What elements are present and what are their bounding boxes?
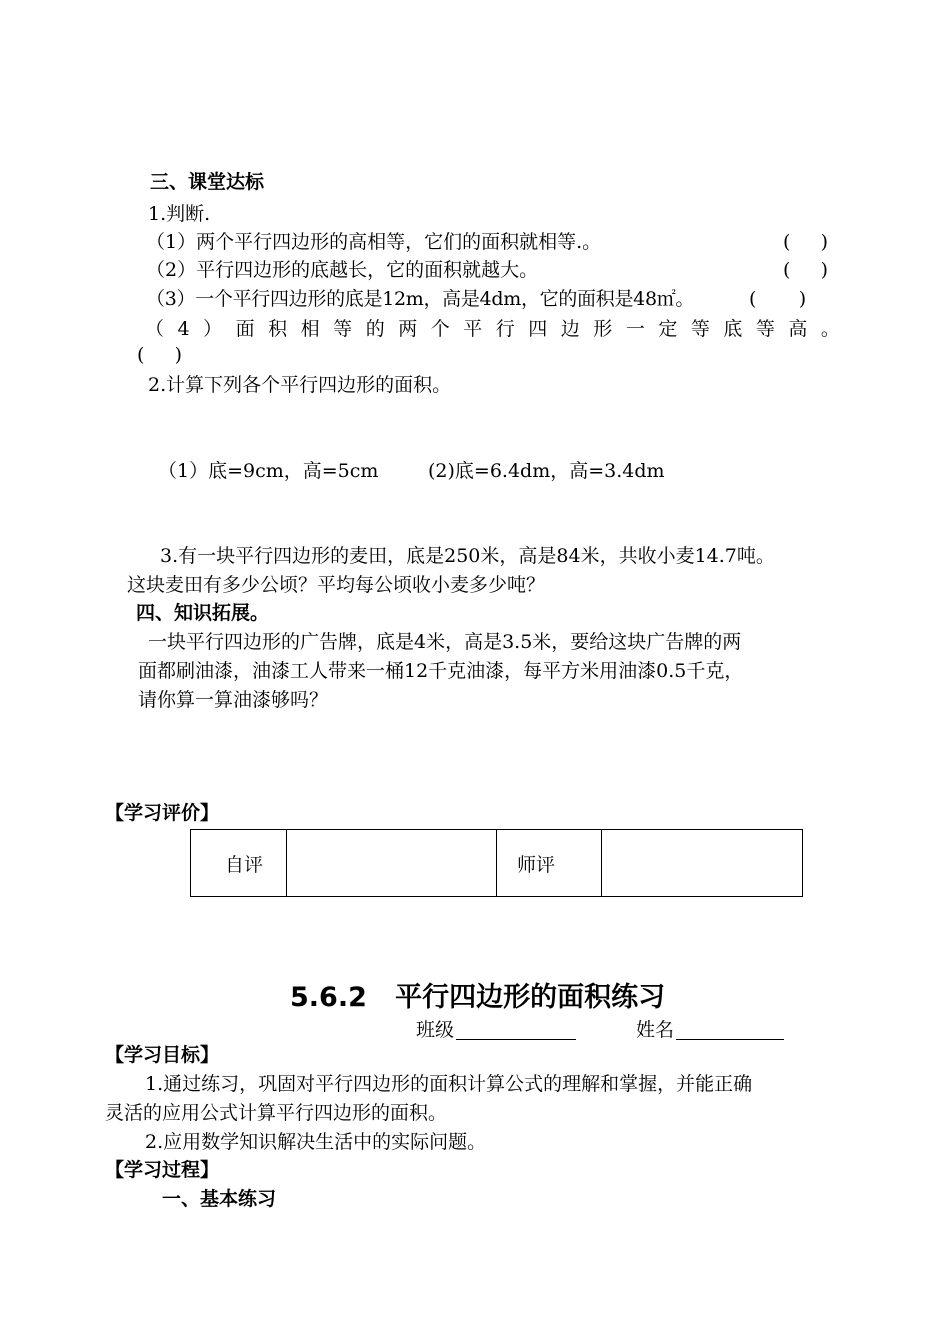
judgement-4-char: （ bbox=[145, 318, 165, 340]
name-label: 姓名 bbox=[636, 1019, 675, 1041]
judgement-4-text bbox=[145, 320, 840, 339]
extension-line-3: 请你算一算油漆够吗？ bbox=[138, 689, 329, 711]
judgement-4-char: 的 bbox=[365, 318, 385, 340]
teacher-eval-input-cell[interactable] bbox=[602, 830, 803, 897]
judgement-4-char: 4 bbox=[177, 318, 190, 340]
goal-1-line-1: 1.通过练习，巩固对平行四边形的面积计算公式的理解和掌握，并能正确 bbox=[145, 1073, 753, 1095]
judgement-4-char: 平 bbox=[463, 318, 483, 340]
q3-line-1: 3.有一块平行四边形的麦田，底是250米，高是84米，共收小麦14.7吨。 bbox=[160, 545, 775, 567]
q2-item-a: （1）底=9cm，高=5cm bbox=[158, 460, 379, 482]
judgement-4-char: 四 bbox=[528, 318, 548, 340]
judgement-4-char: 形 bbox=[593, 318, 613, 340]
q2-title: 2.计算下列各个平行四边形的面积。 bbox=[148, 374, 452, 396]
judgement-4-char: 定 bbox=[658, 318, 678, 340]
evaluation-table bbox=[190, 829, 803, 897]
self-eval-label-cell bbox=[191, 830, 287, 897]
class-field bbox=[416, 1019, 576, 1040]
self-eval-label: 自评 bbox=[225, 854, 264, 876]
teacher-eval-label-cell bbox=[497, 830, 602, 897]
section4-heading: 四、知识拓展。 bbox=[136, 602, 270, 624]
lesson-title: 5.6.2 平行四边形的面积练习 bbox=[290, 982, 666, 1013]
q1-title: 1.判断. bbox=[148, 203, 211, 225]
judgement-4-char: 个 bbox=[430, 318, 450, 340]
goals-heading: 【学习目标】 bbox=[105, 1044, 220, 1066]
judgement-4-char: 等 bbox=[333, 318, 353, 340]
q3-line-2: 这块麦田有多少公顷？平均每公顷收小麦多少吨？ bbox=[127, 574, 546, 596]
process-heading: 【学习过程】 bbox=[105, 1159, 220, 1181]
judgement-4-char: 底 bbox=[723, 318, 743, 340]
judgement-4-char: 相 bbox=[300, 318, 320, 340]
class-blank[interactable] bbox=[456, 1019, 576, 1040]
judgement-4-char: 行 bbox=[495, 318, 515, 340]
judgement-3-answer[interactable]: ( ) bbox=[749, 288, 807, 310]
judgement-4-char: 两 bbox=[398, 318, 418, 340]
judgement-4-char: 边 bbox=[560, 318, 580, 340]
teacher-eval-label: 师评 bbox=[517, 854, 556, 876]
judgement-2-text: （2）平行四边形的底越长，它的面积就越大。 bbox=[146, 259, 539, 281]
judgement-4-char: 一 bbox=[625, 318, 645, 340]
goal-1-line-2: 灵活的应用公式计算平行四边形的面积。 bbox=[105, 1102, 448, 1124]
evaluation-heading: 【学习评价】 bbox=[105, 802, 220, 824]
judgement-4-char: 等 bbox=[690, 318, 710, 340]
part1-heading: 一、基本练习 bbox=[162, 1188, 277, 1210]
self-eval-input-cell[interactable] bbox=[287, 830, 497, 897]
judgement-4-char: 积 bbox=[268, 318, 288, 340]
judgement-4-char: 等 bbox=[755, 318, 775, 340]
extension-line-2: 面都刷油漆，油漆工人带来一桶12千克油漆，每平方米用油漆0.5千克， bbox=[138, 660, 744, 682]
judgement-4-char: ） bbox=[203, 318, 223, 340]
goal-2: 2.应用数学知识解决生活中的实际问题。 bbox=[145, 1131, 487, 1153]
judgement-1-text: （1）两个平行四边形的高相等，它们的面积就相等.。 bbox=[146, 231, 602, 253]
class-label: 班级 bbox=[416, 1019, 455, 1041]
q2-item-b: (2)底=6.4dm，高=3.4dm bbox=[428, 460, 665, 482]
extension-line-1: 一块平行四边形的广告牌，底是4米，高是3.5米，要给这块广告牌的两 bbox=[148, 631, 742, 653]
name-blank[interactable] bbox=[676, 1019, 784, 1040]
judgement-4-char: 高 bbox=[788, 318, 808, 340]
judgement-4-answer[interactable]: ( ) bbox=[137, 344, 183, 366]
judgement-4-char: 。 bbox=[820, 318, 840, 340]
judgement-2-answer[interactable]: ( ) bbox=[783, 259, 829, 281]
judgement-3-text: （3）一个平行四边形的底是12m，高是4dm，它的面积是48㎡。 bbox=[146, 288, 695, 310]
name-field bbox=[636, 1019, 784, 1040]
judgement-4-char: 面 bbox=[235, 318, 255, 340]
section3-heading: 三、课堂达标 bbox=[150, 171, 265, 193]
judgement-1-answer[interactable]: ( ) bbox=[783, 231, 829, 253]
